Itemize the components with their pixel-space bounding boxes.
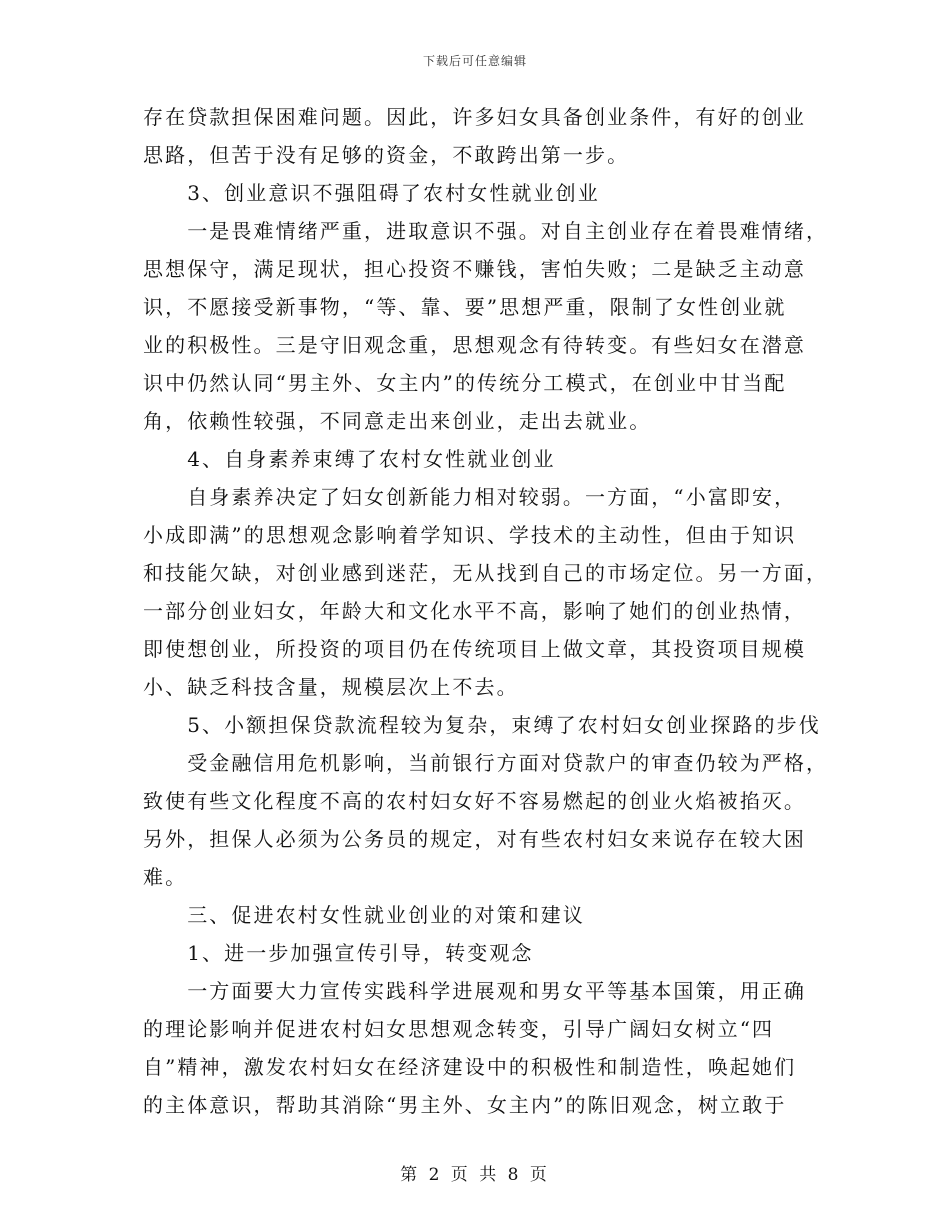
text-line: 识中仍然认同“男主外、女主内”的传统分工模式，在创业中甘当配 bbox=[143, 371, 787, 395]
section-heading: 3、创业意识不强阻碍了农村女性就业创业 bbox=[143, 181, 600, 205]
body-text bbox=[143, 102, 829, 1120]
text-line: 存在贷款担保困难问题。因此，许多妇女具备创业条件，有好的创业 bbox=[143, 105, 806, 129]
section-heading: 5、小额担保贷款流程较为复杂，束缚了农村妇女创业探路的步伐 bbox=[143, 713, 821, 737]
text-line: 思想保守，满足现状，担心投资不赚钱，害怕失败；二是缺乏主动意 bbox=[143, 257, 806, 281]
text-line: 的主体意识，帮助其消除“男主外、女主内”的陈旧观念，树立敢于 bbox=[143, 1093, 787, 1117]
text-line: 难。 bbox=[143, 865, 188, 889]
page-footer: 第 2 页 共 8 页 bbox=[400, 1165, 550, 1185]
text-line: 另外，担保人必须为公务员的规定，对有些农村妇女来说存在较大困 bbox=[143, 827, 806, 851]
text-line: 一是畏难情绪严重，进取意识不强。对自主创业存在着畏难情绪， bbox=[143, 219, 829, 243]
section-heading: 4、自身素养束缚了农村女性就业创业 bbox=[143, 447, 556, 471]
text-line: 致使有些文化程度不高的农村妇女好不容易燃起的创业火焰被掐灭。 bbox=[143, 789, 806, 813]
text-line: 小成即满”的思想观念影响着学知识、学技术的主动性，但由于知识 bbox=[143, 523, 797, 547]
text-line: 自身素养决定了妇女创新能力相对较弱。一方面，“小富即安， bbox=[143, 485, 797, 509]
text-line: 识，不愿接受新事物，“等、靠、要”思想严重，限制了女性创业就 bbox=[143, 295, 787, 319]
text-line: 的理论影响并促进农村妇女思想观念转变，引导广阔妇女树立“四 bbox=[143, 1017, 775, 1041]
text-line: 和技能欠缺，对创业感到迷茫，无从找到自己的市场定位。另一方面， bbox=[143, 561, 829, 585]
text-line: 即使想创业，所投资的项目仍在传统项目上做文章，其投资项目规模 bbox=[143, 637, 806, 661]
text-line: 一方面要大力宣传实践科学进展观和男女平等基本国策，用正确 bbox=[143, 979, 806, 1003]
text-line: 自”精神，激发农村妇女在经济建设中的积极性和制造性，唤起她们 bbox=[143, 1055, 797, 1079]
text-line: 一部分创业妇女，年龄大和文化水平不高，影响了她们的创业热情， bbox=[143, 599, 806, 623]
section-heading: 三、促进农村女性就业创业的对策和建议 bbox=[143, 903, 585, 927]
text-line: 受金融信用危机影响，当前银行方面对贷款户的审查仍较为严格， bbox=[143, 751, 829, 775]
text-line: 业的积极性。三是守旧观念重，思想观念有待转变。有些妇女在潜意 bbox=[143, 333, 806, 357]
text-line: 角，依赖性较强，不同意走出来创业，走出去就业。 bbox=[143, 409, 652, 433]
text-line: 思路，但苦于没有足够的资金，不敢跨出第一步。 bbox=[143, 143, 630, 167]
section-heading: 1、进一步加强宣传引导，转变观念 bbox=[143, 941, 534, 965]
page-header: 下载后可任意编辑 bbox=[422, 54, 527, 68]
text-line: 小、缺乏科技含量，规模层次上不去。 bbox=[143, 675, 519, 699]
